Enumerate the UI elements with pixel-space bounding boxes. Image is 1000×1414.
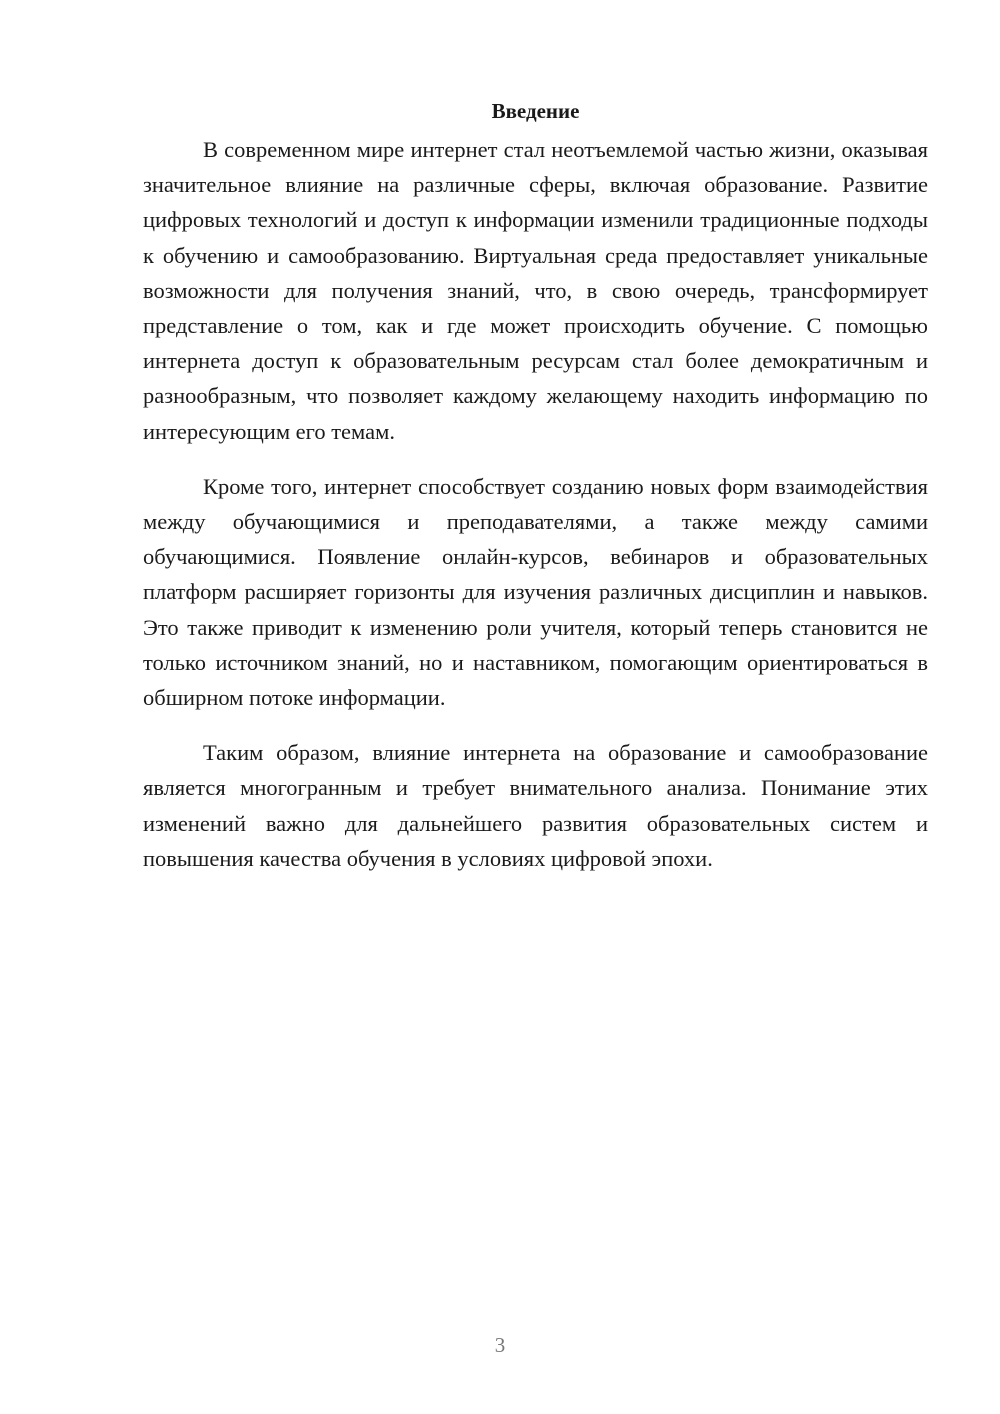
paragraph-2: Кроме того, интернет способствует созданию новых форм взаимодействия между обучающимися и преподавателями, а также между самими обучающимися. Появление онлайн-курсов, вебинаров и образовательных платформ расширяет горизонты для изучения различных дисциплин и навыков. Это также приводит к изменению роли учителя, который теперь становится не только источником знаний, но и наставником, помогающим ориентироваться в обширном потоке информации.	[143, 473, 928, 711]
page-number: 3	[494, 1333, 506, 1357]
paragraph-3: Таким образом, влияние интернета на образование и самообразование является многогранным и требует внимательного анализа. Понимание этих изменений важно для дальнейшего развития образовательных систем и повышения качества обучения в условиях цифровой эпохи.	[143, 740, 928, 871]
paragraph-1: В современном мире интернет стал неотъемлемой частью жизни, оказывая значительное влияние на различные сферы, включая образование. Развитие цифровых технологий и доступ к информации изменили традиционные подходы к обучению и самообразованию. Виртуальная среда предоставляет уникальные возможности для получения знаний, что, в свою очередь, трансформирует представление о том, как и где может происходить обучение. С помощью интернета доступ к образовательным ресурсам стал более демократичным и разнообразным, что позволяет каждому желающему находить информацию по интересующим его темам.	[143, 137, 928, 444]
document-body	[143, 96, 928, 896]
section-title: Введение	[491, 99, 580, 123]
